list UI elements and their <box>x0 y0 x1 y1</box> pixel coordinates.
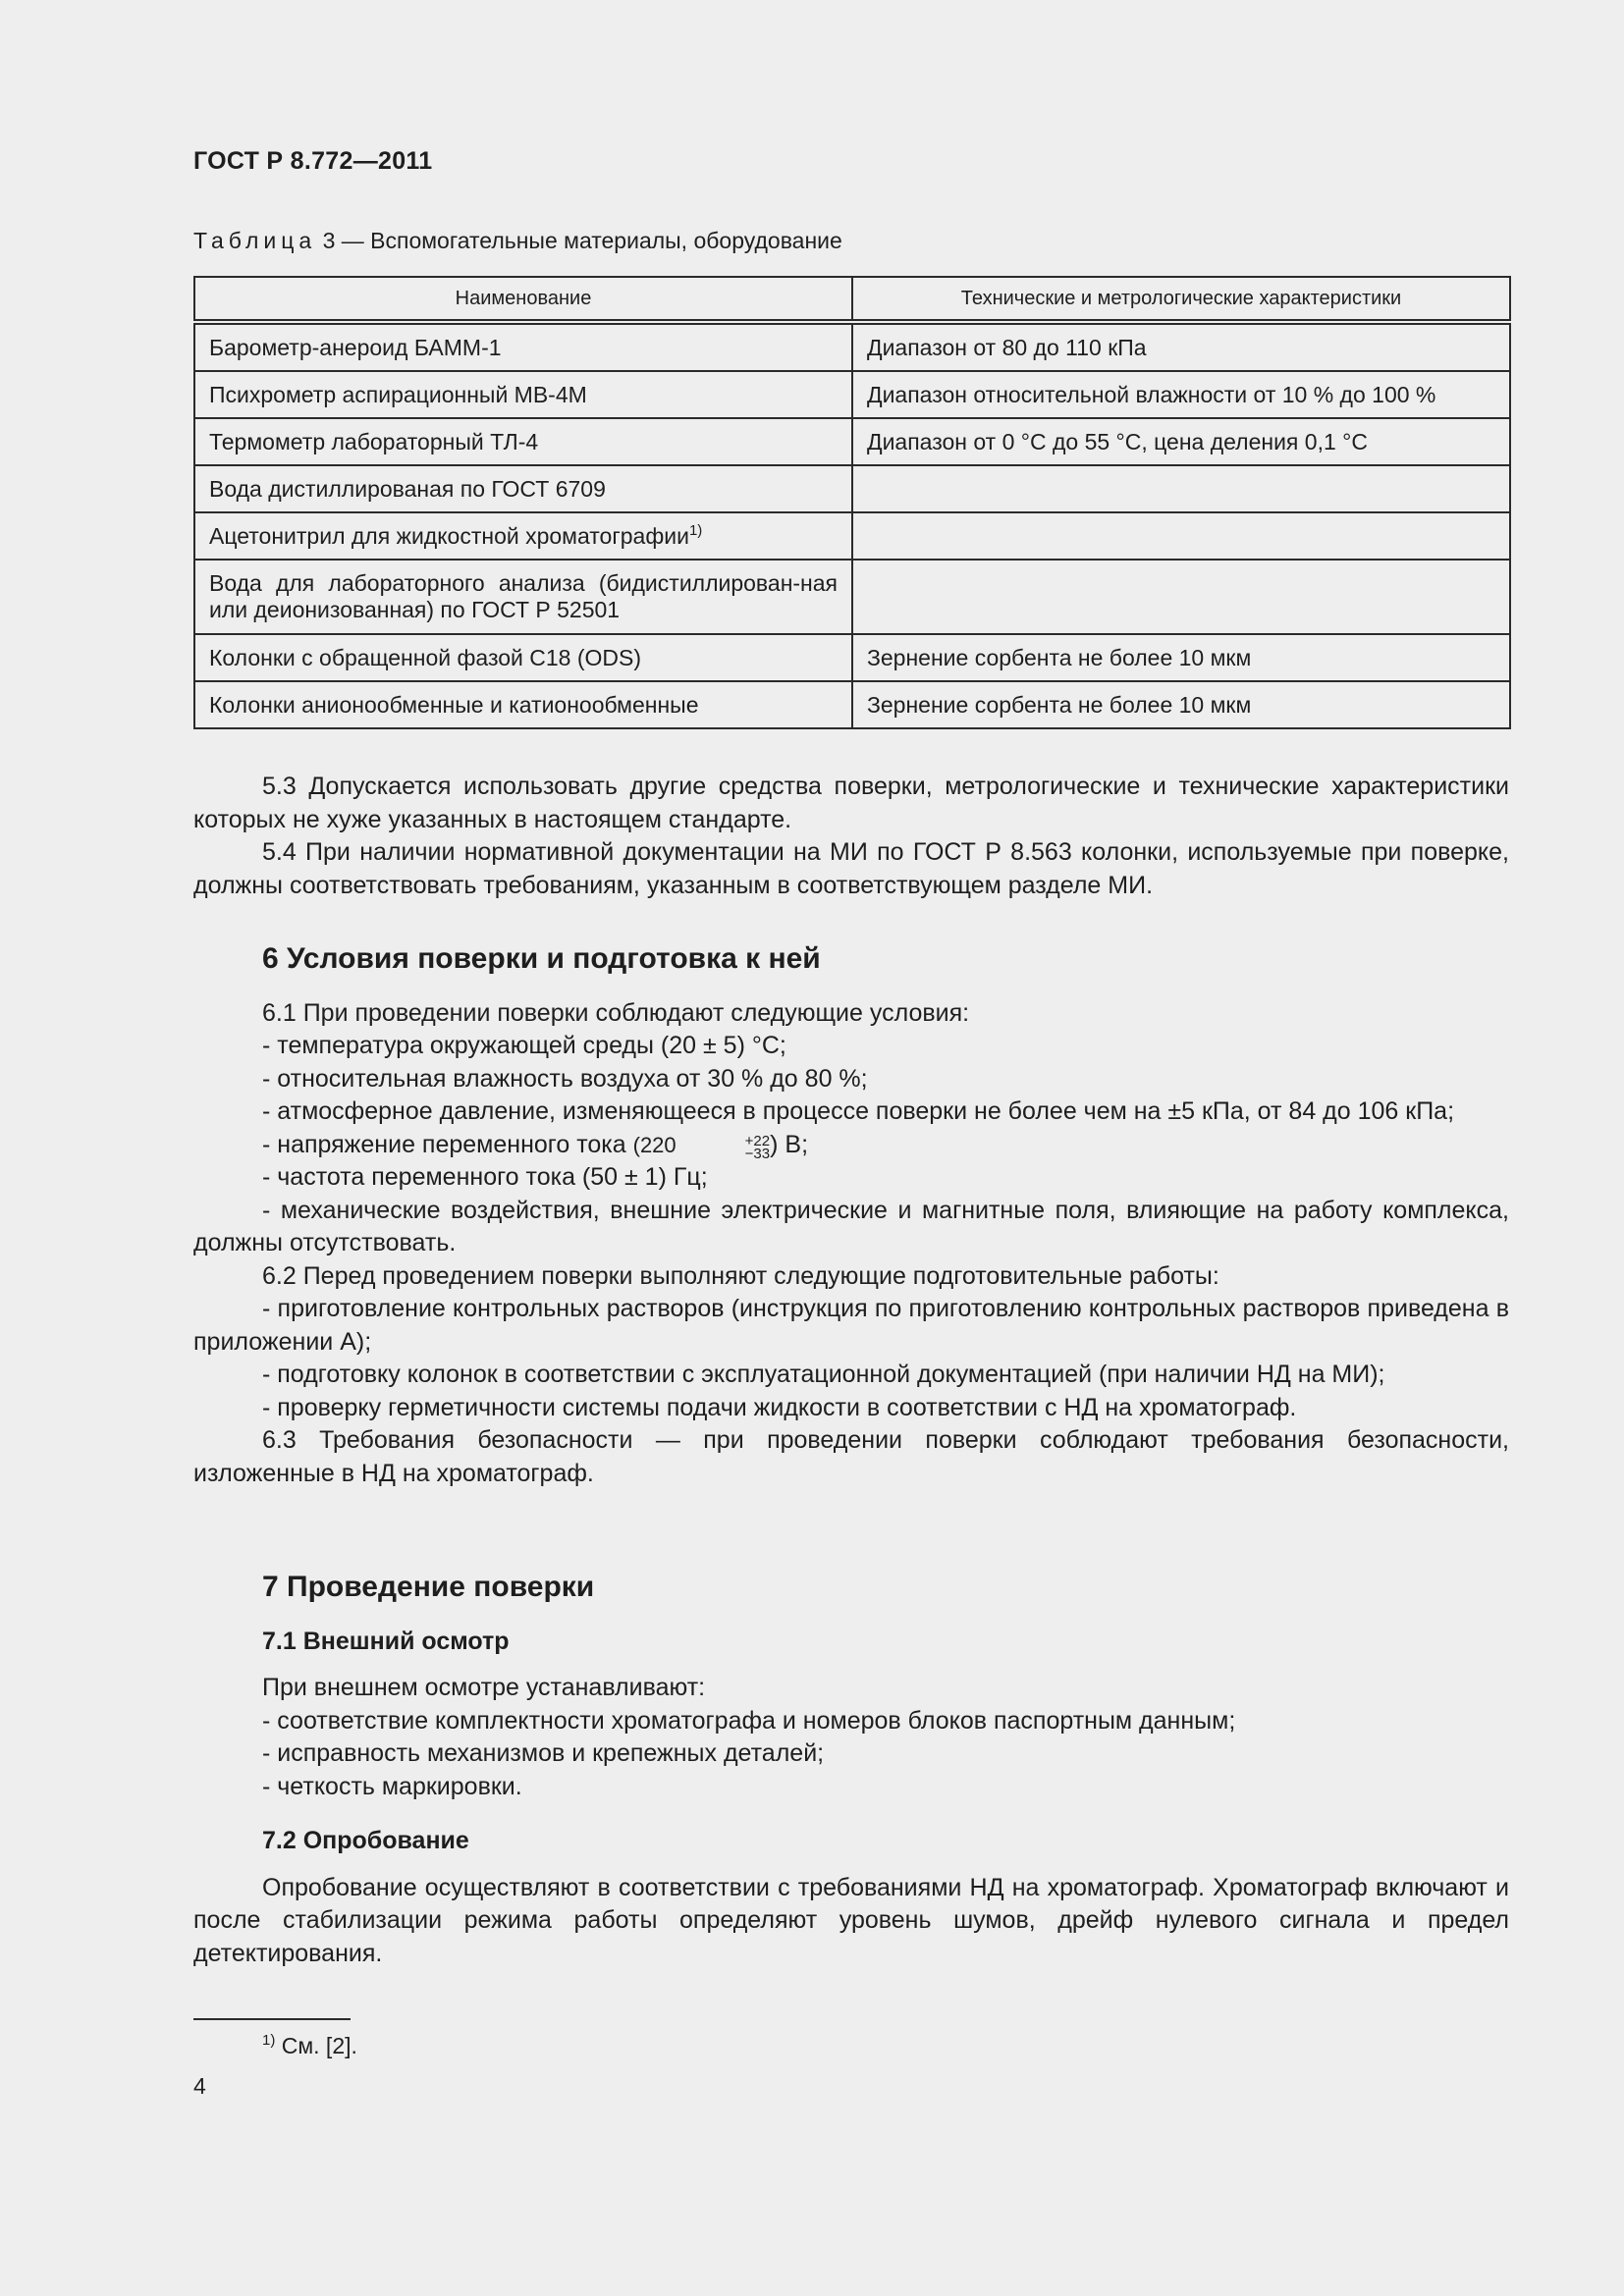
paragraph-7-2: Опробование осуществляют в соответствии с требованиями НД на хроматограф. Хроматограф включают и после стабилизации режима работы определяют уровень шумов, дрейф нулевого сигнала и предел детектирования. <box>193 1873 1509 1967</box>
paragraph-6-3: 6.3 Требования безопасности — при проведении поверки соблюдают требования безопасности, изложенные в НД на хроматограф. <box>193 1426 1509 1487</box>
list-item: - соответствие комплектности хроматографа и номеров блоков паспортным данным; <box>262 1706 1236 1735</box>
paragraph-6-2: 6.2 Перед проведением поверки выполняют следующие подготовительные работы: <box>262 1261 1219 1290</box>
footnote-mark: 1) <box>262 2032 276 2049</box>
list-item: - подготовку колонок в соответствии с эксплуатационной документацией (при наличии НД на МИ); <box>262 1361 1385 1388</box>
list-item: - исправность механизмов и крепежных деталей; <box>262 1739 825 1767</box>
row-spec: Зернение сорбента не более 10 мкм <box>852 681 1510 728</box>
table-row <box>194 512 1510 560</box>
row-spec: Диапазон относительной влажности от 10 % до 100 % <box>852 371 1510 418</box>
document-header: ГОСТ Р 8.772—2011 <box>193 147 433 175</box>
voltage-lower: −33 <box>744 1145 771 1162</box>
footnote <box>262 2032 357 2059</box>
paragraph-5-3: 5.3 Допускается использовать другие средства поверки, метрологические и технические характеристики которых не хуже указанных в настоящем стандарте. <box>193 773 1509 833</box>
list-item: - механические воздействия, внешние электрические и магнитные поля, влияющие на работу комплекса, должны отсутствовать. <box>193 1196 1509 1256</box>
row-spec: Зернение сорбента не более 10 мкм <box>852 634 1510 681</box>
footnote-divider <box>193 2018 351 2020</box>
subsection-7-2-heading: 7.2 Опробование <box>262 1827 469 1854</box>
table-row <box>194 560 1510 634</box>
voltage-label: - напряжение переменного тока <box>262 1130 626 1158</box>
list-item: - атмосферное давление, изменяющееся в процессе поверки не более чем на ±5 кПа, от 84 до 106 кПа; <box>262 1097 1455 1125</box>
row-name: Барометр-анероид БАММ-1 <box>194 322 852 371</box>
table-row <box>194 681 1510 728</box>
row-name <box>194 512 852 560</box>
column-header-spec: Технические и метрологические характеристики <box>852 277 1510 322</box>
row-spec <box>852 560 1510 634</box>
table-row <box>194 634 1510 681</box>
paragraph-6-1: 6.1 При проведении поверки соблюдают следующие условия: <box>262 998 970 1027</box>
voltage-base: (220 <box>632 1132 677 1157</box>
table-row <box>194 371 1510 418</box>
paragraph-5-4: 5.4 При наличии нормативной документации на МИ по ГОСТ Р 8.563 колонки, используемые при поверке, должны соответствовать требованиям, указанным в соответствующем разделе МИ. <box>193 838 1509 899</box>
list-item: - четкость маркировки. <box>262 1772 522 1800</box>
row-spec <box>852 465 1510 512</box>
list-item: - температура окружающей среды (20 ± 5) °С; <box>262 1032 786 1059</box>
table-header-row <box>194 277 1510 322</box>
section-5-text <box>193 771 1509 902</box>
footnote-ref: 1) <box>688 521 703 539</box>
row-name: Вода дистиллированая по ГОСТ 6709 <box>194 465 852 512</box>
table-row <box>194 322 1510 371</box>
list-item: - проверку герметичности системы подачи жидкости в соответствии с НД на хроматограф. <box>262 1393 1297 1421</box>
row-spec <box>852 512 1510 560</box>
footnote-text: См. [2]. <box>281 2033 357 2058</box>
list-item: - приготовление контрольных растворов (инструкция по приготовлению контрольных растворов приведена в приложении А); <box>193 1295 1509 1356</box>
voltage-upper: +22 <box>744 1132 771 1149</box>
row-spec: Диапазон от 80 до 110 кПа <box>852 322 1510 371</box>
page-number: 4 <box>193 2073 206 2099</box>
table-row <box>194 465 1510 512</box>
column-header-name: Наименование <box>194 277 852 322</box>
subsection-7-1-heading: 7.1 Внешний осмотр <box>262 1627 510 1655</box>
list-item: - относительная влажность воздуха от 30 % до 80 %; <box>262 1064 868 1093</box>
row-name: Вода для лабораторного анализа (бидистиллирован-ная или деионизованная) по ГОСТ Р 52501 <box>194 560 852 634</box>
list-item-voltage <box>193 1129 1509 1162</box>
row-name-text: Ацетонитрил для жидкостной хроматографии <box>209 522 689 549</box>
equipment-table <box>193 276 1511 729</box>
paragraph-7-1: При внешнем осмотре устанавливают: <box>262 1674 706 1701</box>
section-6-heading: 6 Условия поверки и подготовка к ней <box>262 942 821 975</box>
section-6 <box>193 942 1509 1490</box>
row-name: Психрометр аспирационный МВ-4М <box>194 371 852 418</box>
row-name: Колонки с обращенной фазой С18 (ODS) <box>194 634 852 681</box>
list-item: - частота переменного тока (50 ± 1) Гц; <box>262 1163 708 1191</box>
table-caption <box>193 228 842 254</box>
row-name: Термометр лабораторный ТЛ-4 <box>194 418 852 465</box>
voltage-tolerance <box>677 1132 771 1162</box>
row-name: Колонки анионообменные и катионообменные <box>194 681 852 728</box>
voltage-suffix: ) В; <box>770 1130 809 1158</box>
section-7 <box>193 1571 1509 1970</box>
section-7-heading: 7 Проведение поверки <box>262 1571 595 1603</box>
row-spec: Диапазон от 0 °С до 55 °С, цена деления 0,1 °С <box>852 418 1510 465</box>
table-caption-word: Таблица <box>193 228 317 253</box>
table-caption-title: 3 — Вспомогательные материалы, оборудование <box>322 228 842 253</box>
table-row <box>194 418 1510 465</box>
